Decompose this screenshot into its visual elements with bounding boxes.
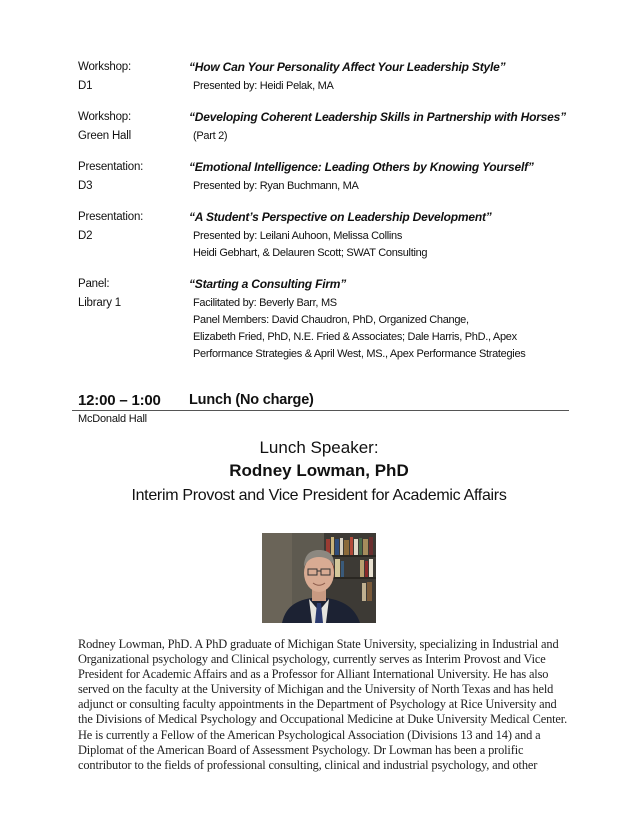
session-type: Panel: bbox=[78, 278, 110, 290]
session-panel-members-cont: Elizabeth Fried, PhD, N.E. Fried & Associates; Dale Harris, PhD., Apex bbox=[193, 331, 517, 343]
bio-line: President for Academic Affairs and as a Professor for Alliant International University. He has also bbox=[78, 667, 549, 682]
speaker-photo bbox=[262, 533, 376, 623]
session-type: Presentation: bbox=[78, 161, 144, 173]
lunch-time: 12:00 – 1:00 bbox=[78, 392, 161, 409]
session-type: Presentation: bbox=[78, 211, 144, 223]
session-title: “How Can Your Personality Affect Your Leadership Style” bbox=[189, 60, 506, 74]
speaker-name: Rodney Lowman, PhD bbox=[229, 461, 409, 480]
session-presenter: Presented by: Ryan Buchmann, MA bbox=[193, 180, 359, 192]
bio-line: contributor to the fields of professional consulting, clinical and industrial psychology, and other bbox=[78, 757, 538, 772]
bio-line: served on the faculty at the University of Michigan and the University of North Texas and has held bbox=[78, 682, 554, 697]
session-presenter: Presented by: Leilani Auhoon, Melissa Collins bbox=[193, 230, 403, 242]
divider-rule bbox=[72, 410, 569, 411]
speaker-bio bbox=[78, 637, 568, 773]
lunch-venue: McDonald Hall bbox=[78, 413, 147, 425]
session-type: Workshop: bbox=[78, 111, 131, 123]
bio-line: adjunct or consulting faculty appointments in the Department of Psychology at Rice University and bbox=[78, 697, 557, 712]
session-presenter: Presented by: Heidi Pelak, MA bbox=[193, 80, 334, 92]
bio-line: He is currently a Fellow of the American Psychological Association (Divisions 13 and 14) and a bbox=[78, 727, 541, 742]
session-title: “Developing Coherent Leadership Skills in Partnership with Horses” bbox=[189, 110, 566, 124]
bio-line: the Divisions of Medical Psychology and Occupational Medicine at Duke University Medical Center. bbox=[78, 712, 568, 727]
session-panel-members-cont: Performance Strategies & April West, MS., Apex Performance Strategies bbox=[193, 348, 526, 360]
session-room: D3 bbox=[78, 180, 93, 192]
session-facilitator: Facilitated by: Beverly Barr, MS bbox=[193, 297, 337, 309]
session-type: Workshop: bbox=[78, 61, 131, 73]
bio-line: Diplomat of the American Board of Assessment Psychology. Dr Lowman has been a prolific bbox=[78, 742, 524, 757]
session-room: D1 bbox=[78, 80, 93, 92]
session-room: Library 1 bbox=[78, 297, 121, 309]
session-title: “Starting a Consulting Firm” bbox=[189, 277, 347, 291]
session-panel-members: Panel Members: David Chaudron, PhD, Organized Change, bbox=[193, 314, 469, 326]
session-presenter-cont: Heidi Gebhart, & Delauren Scott; SWAT Consulting bbox=[193, 247, 428, 259]
speaker-label: Lunch Speaker: bbox=[259, 438, 379, 457]
session-title: “Emotional Intelligence: Leading Others by Knowing Yourself” bbox=[189, 160, 534, 174]
speaker-role: Interim Provost and Vice President for Academic Affairs bbox=[131, 487, 507, 504]
bio-line: Organizational psychology and Clinical psychology, currently serves as Interim Provost and Vice bbox=[78, 652, 546, 667]
session-part: (Part 2) bbox=[193, 130, 228, 142]
lunch-title: Lunch (No charge) bbox=[189, 392, 314, 408]
session-title: “A Student’s Perspective on Leadership Development” bbox=[189, 210, 492, 224]
session-room: Green Hall bbox=[78, 130, 131, 142]
session-room: D2 bbox=[78, 230, 93, 242]
bio-line: Rodney Lowman, PhD. A PhD graduate of Michigan State University, specializing in Industrial and bbox=[78, 637, 559, 651]
